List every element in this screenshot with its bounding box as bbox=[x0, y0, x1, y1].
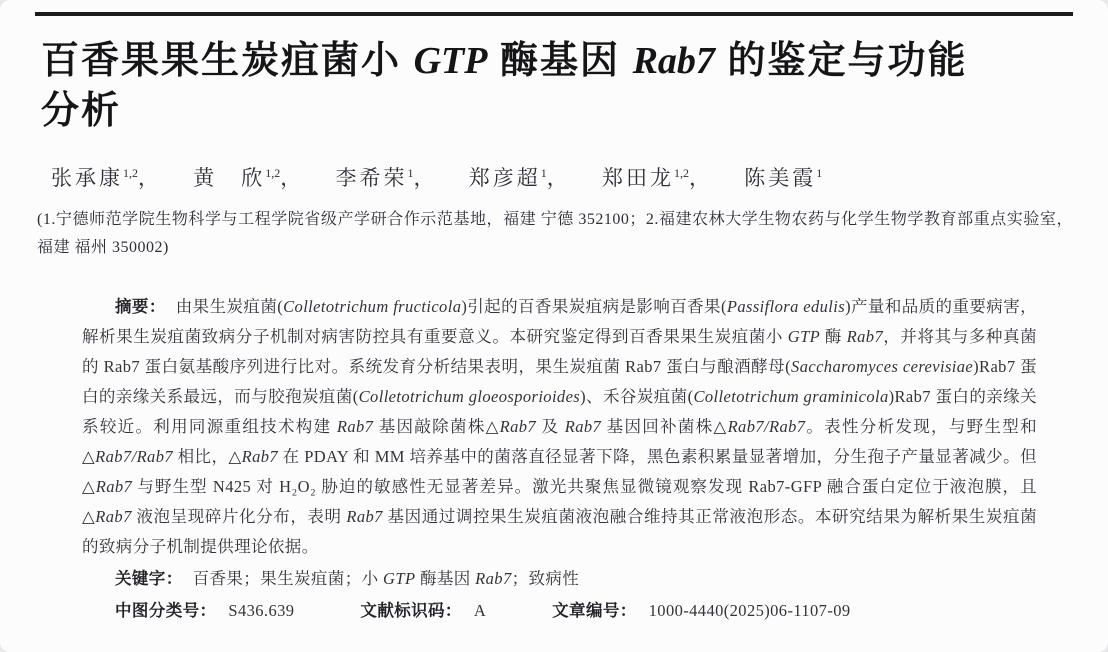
author-affiliation-sup: 1 bbox=[540, 166, 547, 180]
author-affiliation-sup: 1,2 bbox=[123, 166, 138, 180]
document-code-label: 文献标识码： bbox=[360, 602, 462, 620]
author-affiliation-sup: 1 bbox=[407, 166, 414, 180]
author: 黄 欣$^{1,2}$， bbox=[193, 166, 302, 190]
author: 陈美霞$^1$ bbox=[744, 166, 823, 190]
abstract-label: 摘要： bbox=[115, 298, 166, 316]
affiliation-line: (1.宁德师范学院生物科学与工程学院省级产学研合作示范基地，福建 宁德 352100；2.福建农林大学生物农药与化学生物学教育部重点实验室，福建 福州 350002) bbox=[37, 211, 1073, 256]
keywords-line bbox=[82, 564, 1037, 594]
author: 郑彦超$^1$， bbox=[468, 166, 568, 190]
author: 张承康$^{1,2}$， bbox=[51, 166, 159, 190]
clc-number-label: 中图分类号： bbox=[115, 602, 217, 620]
author-list bbox=[51, 162, 1073, 192]
title-top-rule bbox=[35, 12, 1073, 16]
abstract-text: 由果生炭疽菌(Colletotrichum fructicola)引起的百香果炭疽病是影响百香果(Passiflora edulis)产量和品质的重要病害，解析果生炭疽菌致病分子机制对病害防控具有重要意义。本研究鉴定得到百香果果生炭疽菌小 GTP 酶 Rab7，并将其与多种真菌的 Rab7 蛋白氨基酸序列进行比对。系统发育分析结果表明，果生炭疽菌 Rab7 蛋白与酿酒酵母(Saccharomyces cerevisiae)Rab7 蛋白的亲缘关系最远，而与胶孢炭疽菌(Colletotrichum gloeosporioides)、禾谷炭疽菌(Colletotrichum graminicola)Rab7 蛋白的亲缘关系较近。利用同源重组技术构建 Rab7 基因敲除菌株△Rab7 及 Rab7 基因回补菌株△Rab7/Rab7。表性分析发现，与野生型和△Rab7/Rab7 相比，△Rab7 在 PDAY 和 MM 培养基中的菌落直径显著下降，黑色素积累量显著增加，分生孢子产量显著减少。但△Rab7 与野生型 N425 对 H₂O₂ 胁迫的敏感性无显著差异。激光共聚焦显微镜观察发现 Rab7-GFP 融合蛋白定位于液泡膜，且△Rab7 液泡呈现碎片化分布，表明 Rab7 基因通过调控果生炭疽菌液泡融合维持其正常液泡形态。本研究结果为解析果生炭疽菌的致病分子机制提供理论依据。 bbox=[82, 297, 1038, 556]
author-affiliation-sup: 1,2 bbox=[265, 166, 281, 180]
author: 李希荣$^1$， bbox=[335, 166, 435, 190]
article-id-value: 1000-4440(2025)06-1107-09 bbox=[648, 601, 851, 620]
keywords-label: 关键字： bbox=[115, 570, 183, 588]
article-id-label: 文章编号： bbox=[552, 602, 637, 620]
meta-line bbox=[82, 596, 1037, 626]
author-affiliation-sup: 1,2 bbox=[674, 166, 689, 180]
author: 郑田龙$^{1,2}$， bbox=[602, 166, 710, 190]
clc-number-value: S436.639 bbox=[228, 601, 295, 620]
paper-title: 百香果果生炭疽菌小 GTP 酶基因 Rab7 的鉴定与功能 分析 bbox=[41, 40, 968, 132]
abstract-paragraph bbox=[82, 292, 1037, 562]
document-code-value: A bbox=[473, 601, 487, 620]
keywords-text: 百香果；果生炭疽菌；小 GTP 酶基因 Rab7；致病性 bbox=[192, 569, 580, 588]
author-affiliation-sup: 1 bbox=[816, 166, 823, 180]
